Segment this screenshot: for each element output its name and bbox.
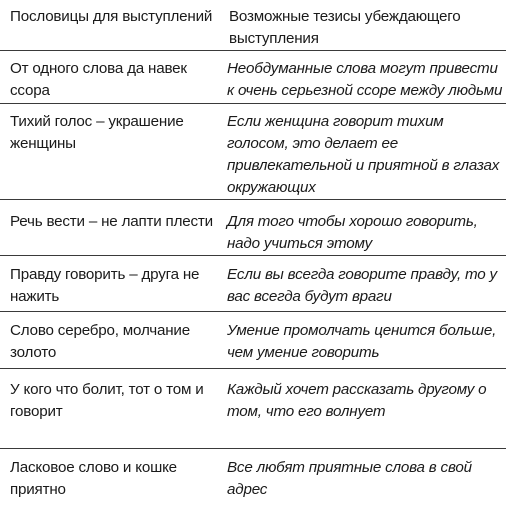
table-row [0,51,506,104]
proverb-cell: Ласковое слово и кошке приятно [0,449,219,508]
thesis-cell: Каждый хочет рассказать другому о том, что его волнует [219,369,506,449]
proverb-cell: Тихий голос – украшение женщины [0,104,219,200]
proverb-cell: Правду говорить – друга не нажить [0,256,219,312]
proverb-cell: У кого что болит, тот о том и говорит [0,369,219,449]
table-row [0,200,506,256]
table-row [0,312,506,369]
proverb-cell: Слово серебро, молчание золото [0,312,219,369]
proverb-cell: От одного слова да навек ссора [0,51,219,104]
thesis-cell: Умение промолчать ценится больше, чем умение говорить [219,312,506,369]
proverb-cell: Речь вести – не лапти плести [0,200,219,256]
thesis-cell: Для того чтобы хорошо говорить, надо учиться этому [219,200,506,256]
table-row [0,256,506,312]
header-proverbs: Пословицы для выступлений [0,0,219,51]
thesis-cell: Если вы всегда говорите правду, то у вас всегда будут враги [219,256,506,312]
header-theses: Возможные тезисы убеждающего выступления [219,0,506,51]
table-row [0,449,506,508]
table-row [0,369,506,449]
thesis-cell: Если женщина говорит тихим голосом, это делает ее привлекательной и приятной в глазах окружающих [219,104,506,200]
thesis-cell: Все любят приятные слова в свой адрес [219,449,506,508]
table-header-row [0,0,506,51]
thesis-cell: Необдуманные слова могут привести к очень серьезной ссоре между людьми [219,51,506,104]
table-row [0,104,506,200]
